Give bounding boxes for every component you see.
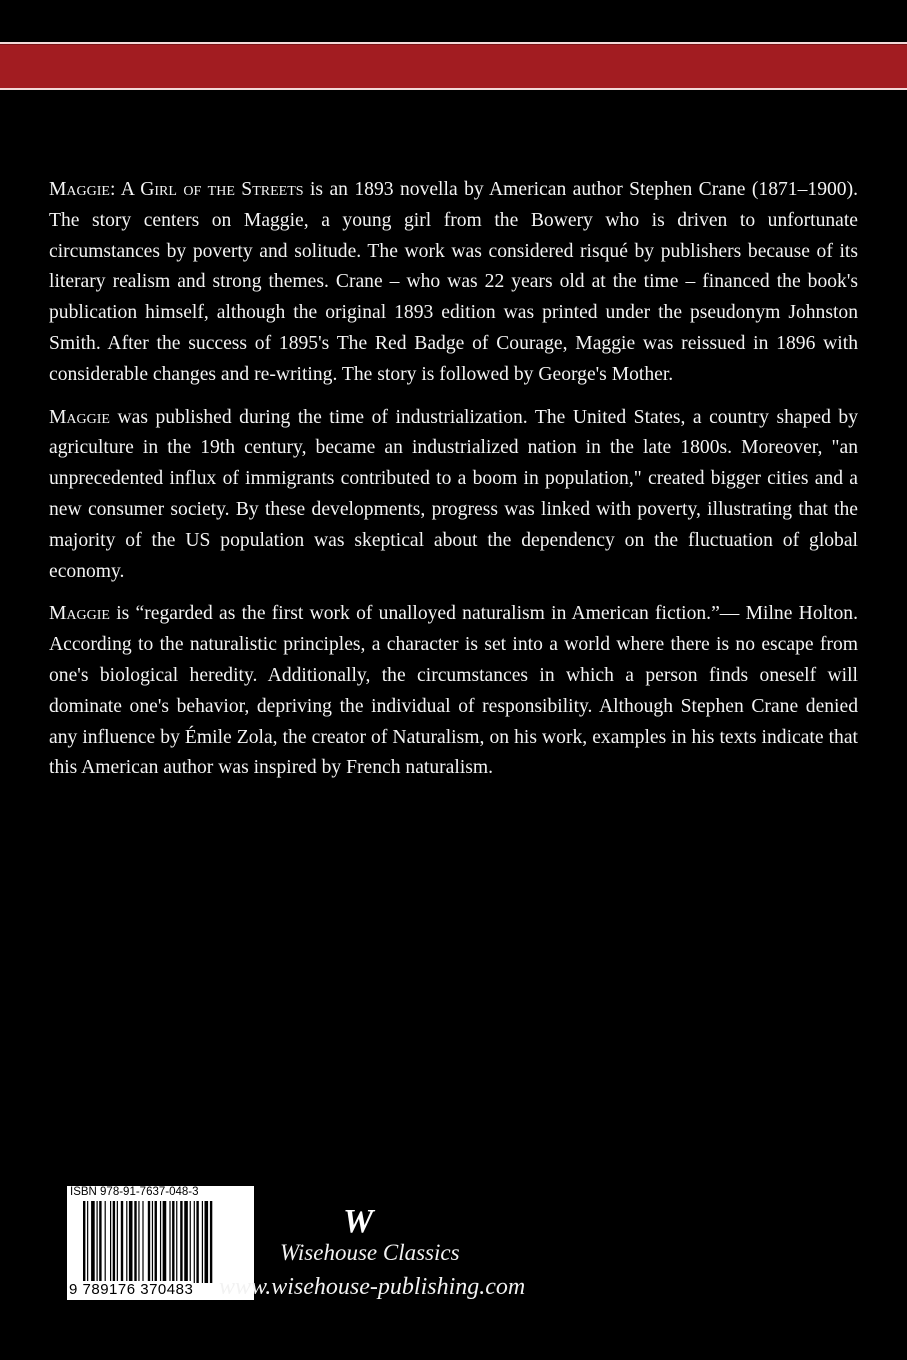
barcode-bar (126, 1201, 127, 1283)
barcode-bar (194, 1201, 195, 1283)
publisher-url[interactable]: www.wisehouse-publishing.com (219, 1274, 526, 1300)
publisher-name: Wisehouse Classics (280, 1240, 460, 1265)
barcode-bar (172, 1201, 174, 1283)
barcode-bar (152, 1201, 153, 1283)
barcode-bar (148, 1201, 150, 1283)
barcode-bar (138, 1201, 139, 1283)
barcode-bar (160, 1201, 161, 1283)
barcode-bar (142, 1201, 143, 1283)
barcode-bar (155, 1201, 157, 1283)
title-lead: Maggie (49, 406, 110, 428)
barcode-bar (99, 1201, 101, 1283)
barcode-bar (83, 1201, 85, 1283)
barcode-bar (110, 1201, 111, 1283)
barcode-bar (196, 1201, 198, 1283)
publisher-logo: W (343, 1203, 374, 1240)
barcode-bar (87, 1201, 88, 1283)
paragraph-body: was published during the time of industrialization. The United States, a country shaped by agriculture in the 19th century, became an industrialized nation in the late 1800s. Moreover, "an unprecedented influx of immigrants contributed to a boom in population," created bigger cities and a new consumer society. By these developments, progress was linked with poverty, illustrating that the majority of the US population was skeptical about the dependency on the fluctuation of global economy. (49, 406, 858, 582)
paragraph-body: is an 1893 novella by American author Stephen Crane (1871–1900). The story centers on Maggie, a young girl from the Bowery who is driven to unfortunate circumstances by poverty and solitude. The work was considered risqué by publishers because of its literary realism and strong themes. Crane – who was 22 years old at the time – financed the book's publication himself, although the original 1893 edition was printed under the pseudonym Johnston Smith. After the success of 1895's The Red Badge of Courage, Maggie was reissued in 1896 with considerable changes and re-writing. The story is followed by George's Mother. (49, 179, 859, 385)
barcode-bar (91, 1201, 95, 1283)
barcode-bar (202, 1201, 203, 1283)
paragraph-3 (49, 599, 858, 784)
barcode-bar (105, 1201, 106, 1283)
barcode-bar (205, 1201, 209, 1283)
barcode-bar (210, 1201, 212, 1283)
barcode-bar (184, 1201, 188, 1283)
title-lead: Maggie: A Girl of the Streets (49, 179, 304, 200)
barcode-bar (97, 1201, 98, 1283)
barcode-bar (163, 1201, 167, 1283)
barcode-bar (134, 1201, 136, 1283)
barcode-bar (176, 1201, 177, 1283)
barcode-bar (180, 1201, 182, 1283)
red-band (0, 42, 907, 90)
paragraph-1 (49, 175, 858, 391)
barcode-bar (190, 1201, 191, 1283)
barcode-bars (83, 1201, 248, 1283)
barcode-bar (121, 1201, 123, 1283)
isbn-label: ISBN 978-91-7637-048-3 (70, 1186, 199, 1198)
paragraph-body: is “regarded as the first work of unalloyed naturalism in American fiction.”— Milne Holton. According to the naturalistic principles, a character is set into a world where there is no escape from one's biological heredity. Additionally, the circumstances in which a person finds oneself will dominate one's behavior, depriving the individual of responsibility. Although Stephen Crane denied any influence by Émile Zola, the creator of Naturalism, on his work, examples in his texts indicate that this American author was inspired by French naturalism. (49, 603, 858, 779)
paragraph-2 (49, 403, 858, 588)
description (49, 175, 858, 796)
barcode-number: 9 789176 370483 (69, 1281, 194, 1298)
title-lead: Maggie (49, 603, 110, 625)
barcode-bar (129, 1201, 133, 1283)
barcode-bar (169, 1201, 170, 1283)
barcode-bar (113, 1201, 115, 1283)
barcode-bar (117, 1201, 118, 1283)
